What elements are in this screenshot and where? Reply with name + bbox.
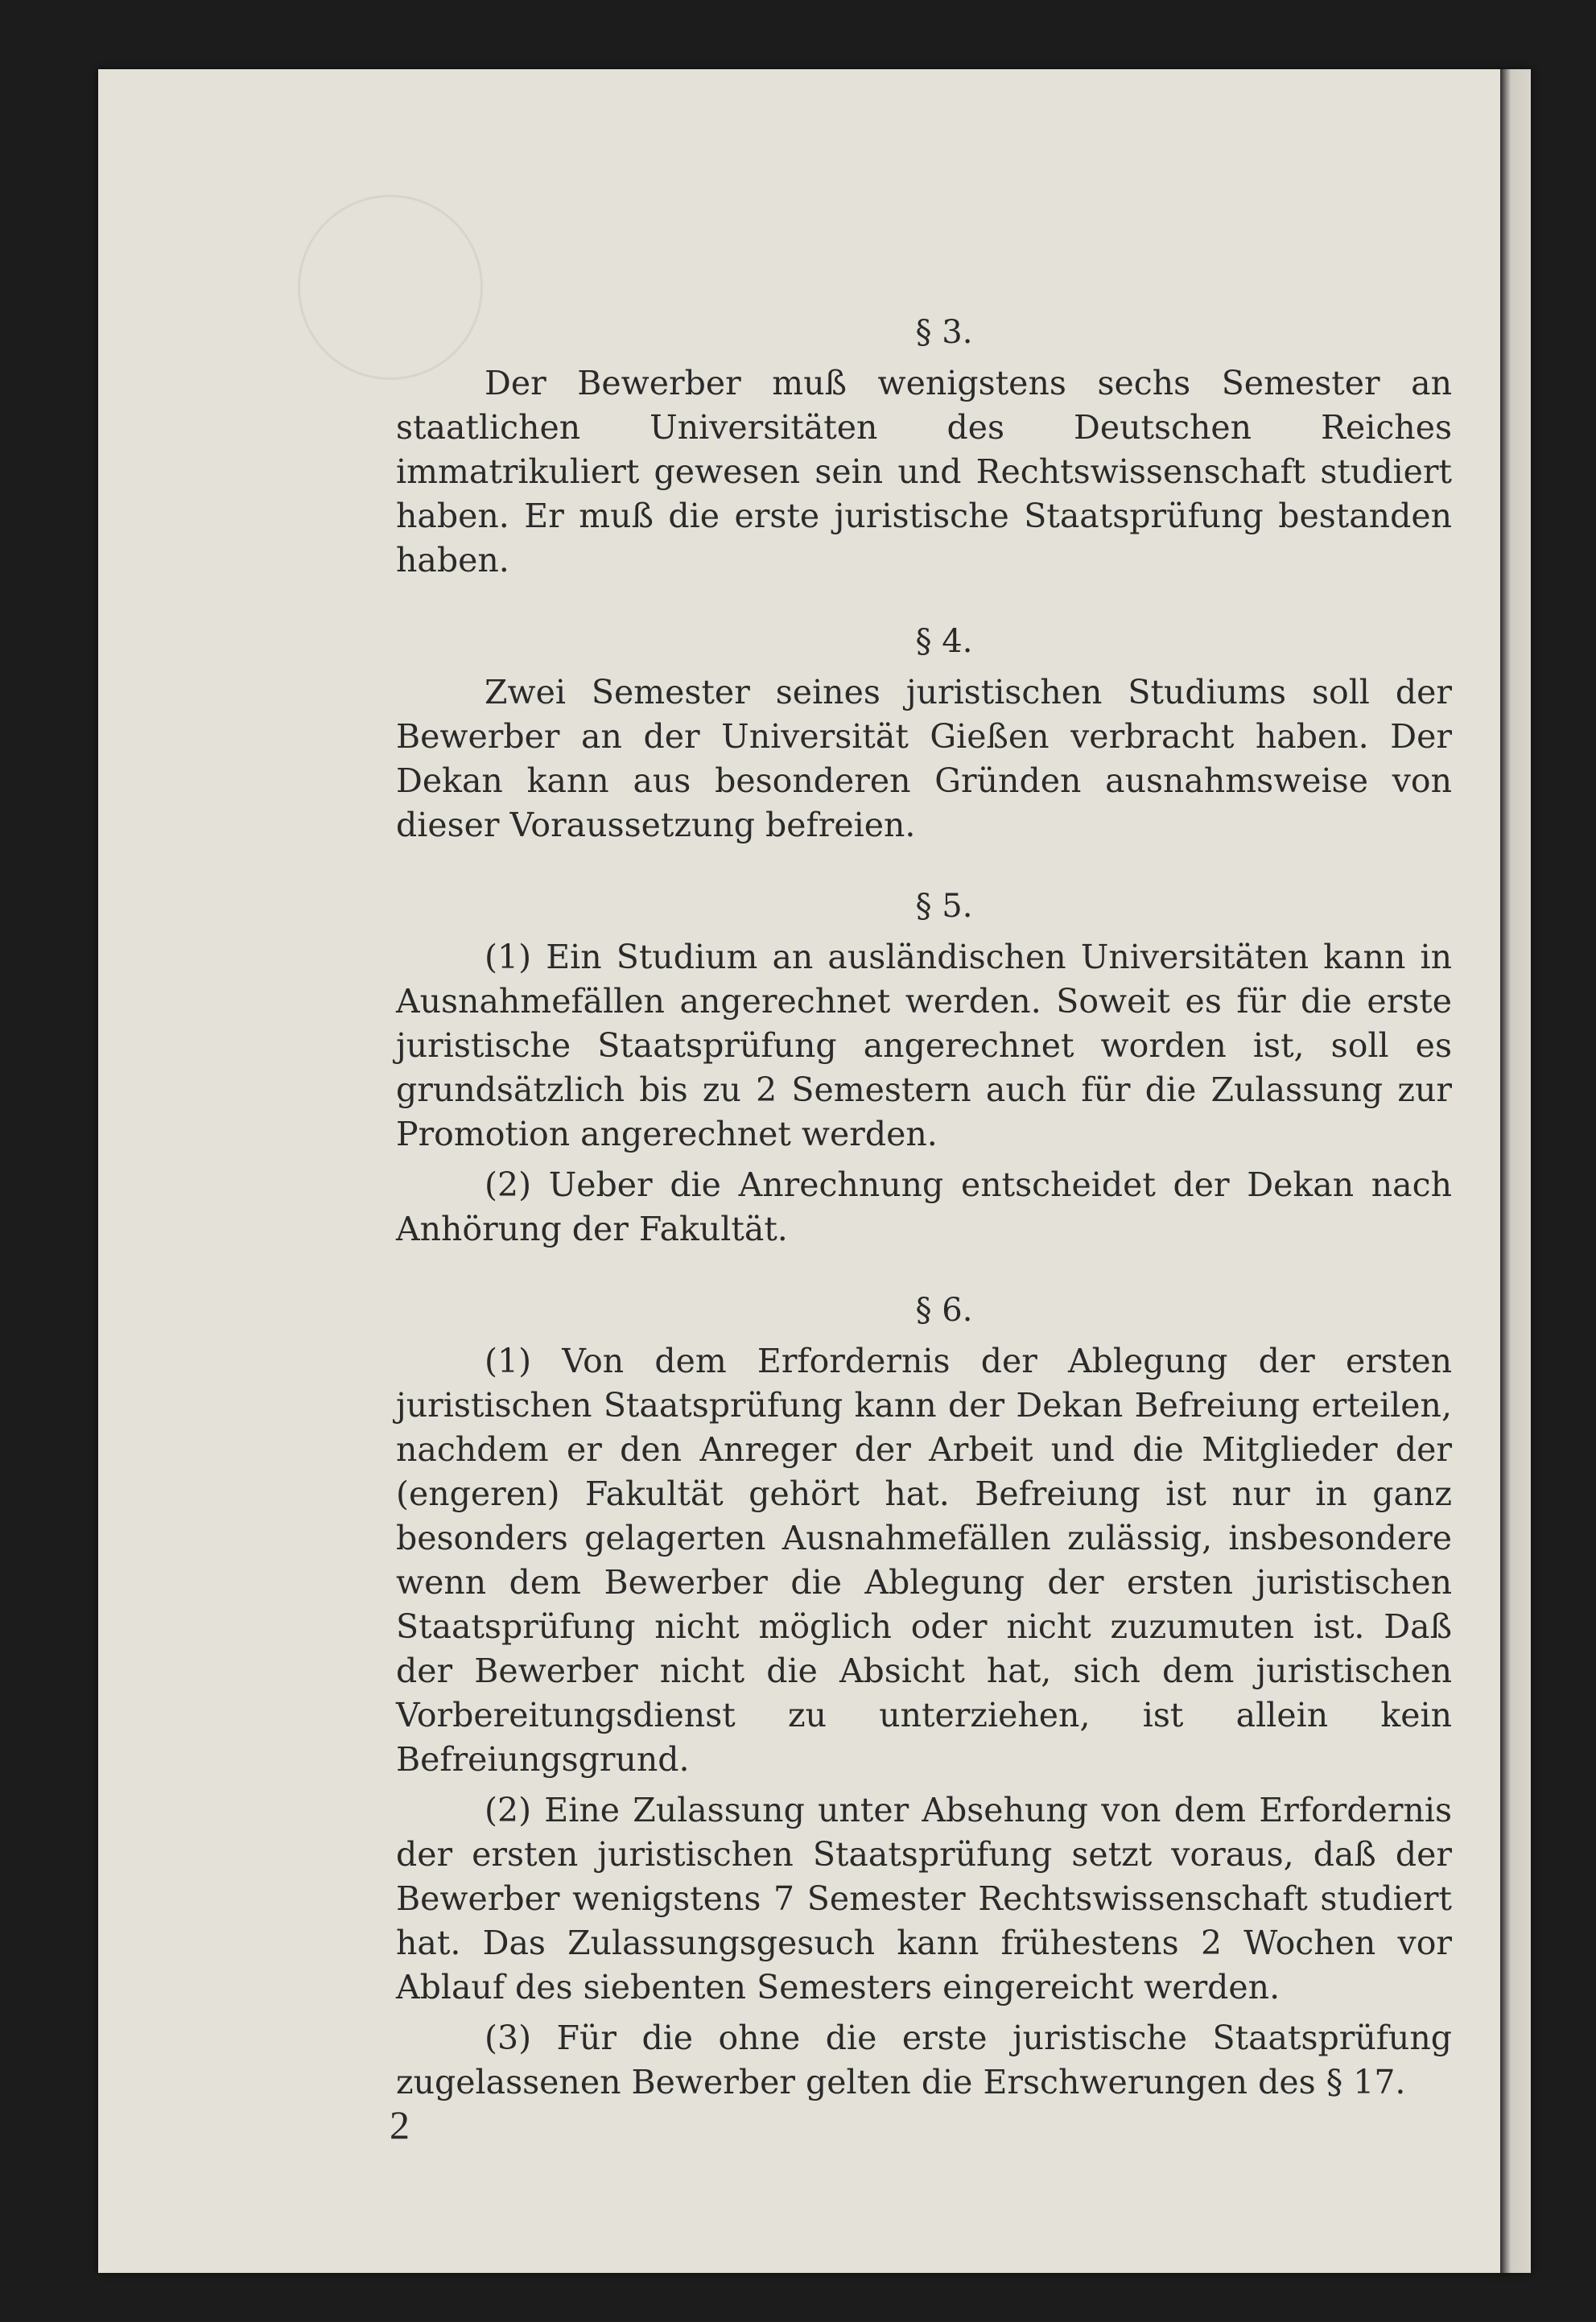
paragraph: (3) Für die ohne die erste juristische Staatsprüfung zugelassenen Bewerber gelten die Erschwerungen des § 17. [396,2019,1452,2101]
paragraph: (2) Ueber die Anrechnung entscheidet der Dekan nach Anhörung der Fakultät. [396,1165,1452,1248]
section-4 [396,620,1452,848]
section-5 [396,885,1452,1252]
section-3 [396,311,1452,583]
section-6 [396,1289,1452,2105]
section-heading: § 3. [915,314,973,351]
paragraph: Der Bewerber muß wenigstens sechs Semester an staatlichen Universitäten des Deutschen Reiches immatrikuliert gewesen sein und Rechtswissenschaft studiert haben. Er muß die erste juristische Staatsprüfung bestanden haben. [396,364,1452,579]
book-spine [1500,69,1531,2273]
paragraph: (1) Ein Studium an ausländischen Universitäten kann in Ausnahmefällen angerechnet werden. Soweit es für die erste juristische Staatsprüfung angerechnet worden ist, soll es grundsätzlich bis zu 2 Semestern auch für die Zulassung zur Promotion angerechnet werden. [396,938,1452,1153]
page-number: 2 [390,2102,410,2147]
document-body [396,311,1452,2105]
paragraph: (2) Eine Zulassung unter Absehung von dem Erfordernis der ersten juristischen Staatsprüfung setzt voraus, daß der Bewerber wenigstens 7 Semester Rechtswissenschaft studiert hat. Das Zulassungsgesuch kann frühestens 2 Wochen vor Ablauf des siebenten Semesters eingereicht werden. [396,1791,1452,2006]
paragraph: (1) Von dem Erfordernis der Ablegung der ersten juristischen Staatsprüfung kann der Dekan Befreiung erteilen, nachdem er den Anreger der Arbeit und die Mitglieder der (engeren) Fakultät gehört hat. Befreiung ist nur in ganz besonders gelagerten Ausnahmefällen zulässig, insbesondere wenn dem Bewerber die Ablegung der ersten juristischen Staatsprüfung nicht möglich oder nicht zuzumuten ist. Daß der Bewerber nicht die Absicht hat, sich dem juristischen Vorbereitungsdienst zu unterziehen, ist allein kein Befreiungsgrund. [396,1342,1452,1779]
section-heading: § 4. [915,623,973,660]
paragraph: Zwei Semester seines juristischen Studiums soll der Bewerber an der Universität Gießen verbracht haben. Der Dekan kann aus besonderen Gründen ausnahmsweise von dieser Voraussetzung befreien. [396,673,1452,844]
section-heading: § 6. [915,1292,973,1329]
document-page [98,69,1531,2273]
section-heading: § 5. [915,888,973,925]
